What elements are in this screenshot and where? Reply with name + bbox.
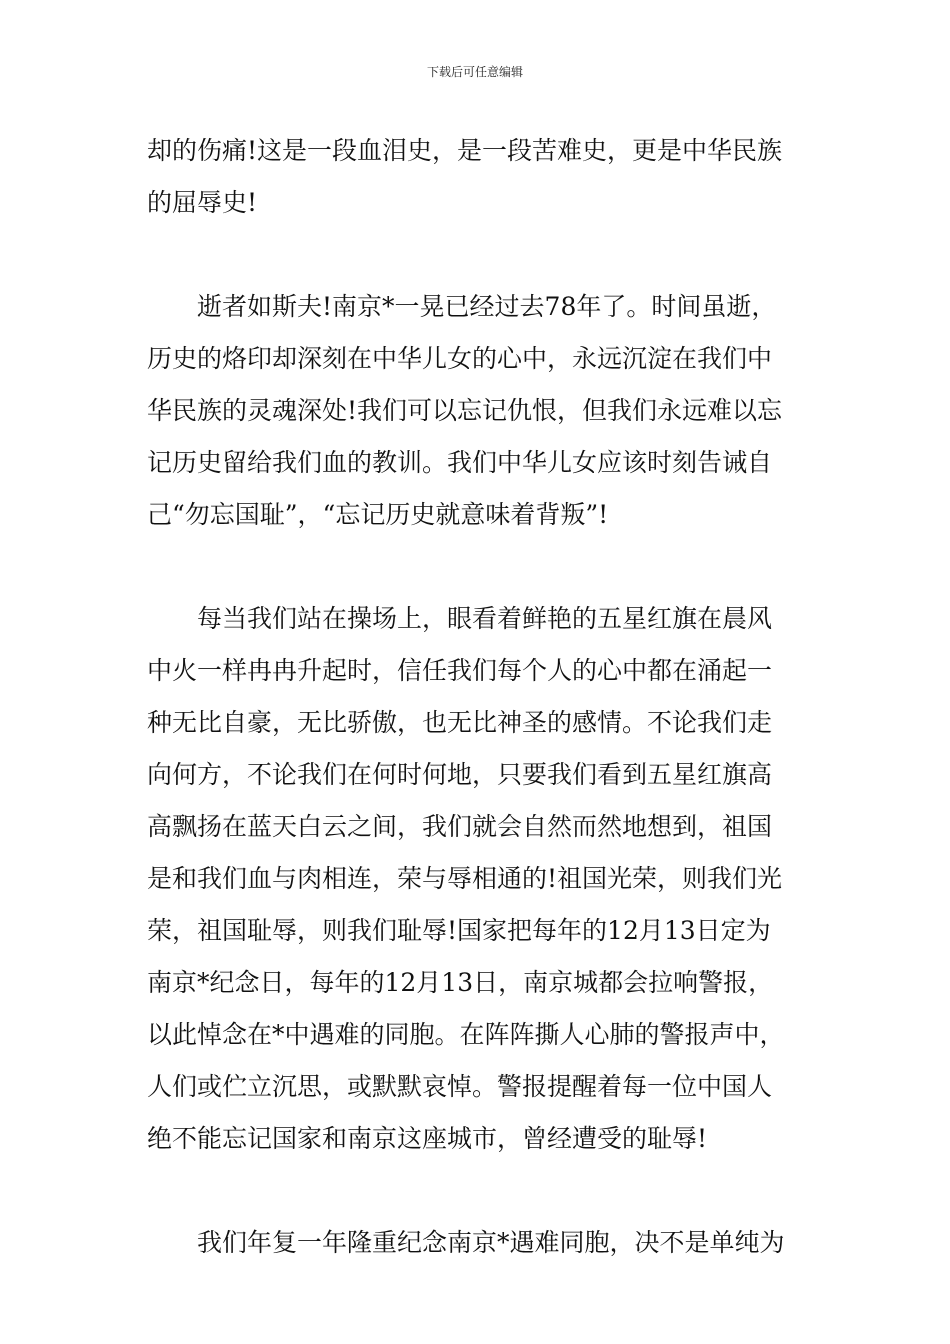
paragraph-spacer: [147, 229, 807, 281]
paragraph-2: [147, 281, 807, 541]
text-line: 己“勿忘国耻”，“忘记历史就意味着背叛”!: [147, 500, 609, 529]
text-line: 中火一样冉冉升起时，信任我们每个人的心中都在涌起一: [147, 656, 773, 685]
text-line: 人们或伫立沉思，或默默哀悼。警报提醒着每一位中国人: [147, 1072, 773, 1101]
text-line: 绝不能忘记国家和南京这座城市，曾经遭受的耻辱!: [147, 1124, 708, 1153]
text-line: 高飘扬在蓝天白云之间，我们就会自然而然地想到，祖国: [147, 812, 773, 841]
text-line: 以此悼念在*中遇难的同胞。在阵阵撕人心肺的警报声中，: [147, 1020, 785, 1049]
paragraph-4: [147, 1217, 807, 1269]
text-line: 历史的烙印却深刻在中华儿女的心中，永远沉淀在我们中: [147, 344, 773, 373]
paragraph-1: [147, 125, 807, 229]
text-line: 记历史留给我们血的教训。我们中华儿女应该时刻告诫自: [147, 448, 773, 477]
page-header: 下载后可任意编辑: [426, 65, 523, 79]
text-line: 我们年复一年隆重纪念南京*遇难同胞，决不是单纯为: [197, 1228, 785, 1257]
text-line: 荣，祖国耻辱，则我们耻辱!国家把每年的12月13日定为: [147, 916, 771, 945]
text-line: 的屈辱史!: [147, 188, 258, 217]
paragraph-spacer: [147, 1165, 807, 1217]
text-line: 向何方，不论我们在何时何地，只要我们看到五星红旗高: [147, 760, 773, 789]
paragraph-spacer: [147, 541, 807, 593]
text-line: 每当我们站在操场上，眼看着鲜艳的五星红旗在晨风: [197, 604, 773, 633]
text-line: 逝者如斯夫!南京*一晃已经过去78年了。时间虽逝，: [197, 292, 777, 321]
text-line: 南京*纪念日，每年的12月13日，南京城都会拉响警报，: [147, 968, 774, 997]
text-line: 华民族的灵魂深处!我们可以忘记仇恨，但我们永远难以忘: [147, 396, 783, 425]
text-line: 是和我们血与肉相连，荣与辱相通的!祖国光荣，则我们光: [147, 864, 783, 893]
document-body: [147, 125, 807, 1269]
text-line: 种无比自豪，无比骄傲，也无比神圣的感情。不论我们走: [147, 708, 773, 737]
paragraph-3: [147, 593, 807, 1165]
text-line: 却的伤痛!这是一段血泪史，是一段苦难史，更是中华民族: [147, 136, 783, 165]
